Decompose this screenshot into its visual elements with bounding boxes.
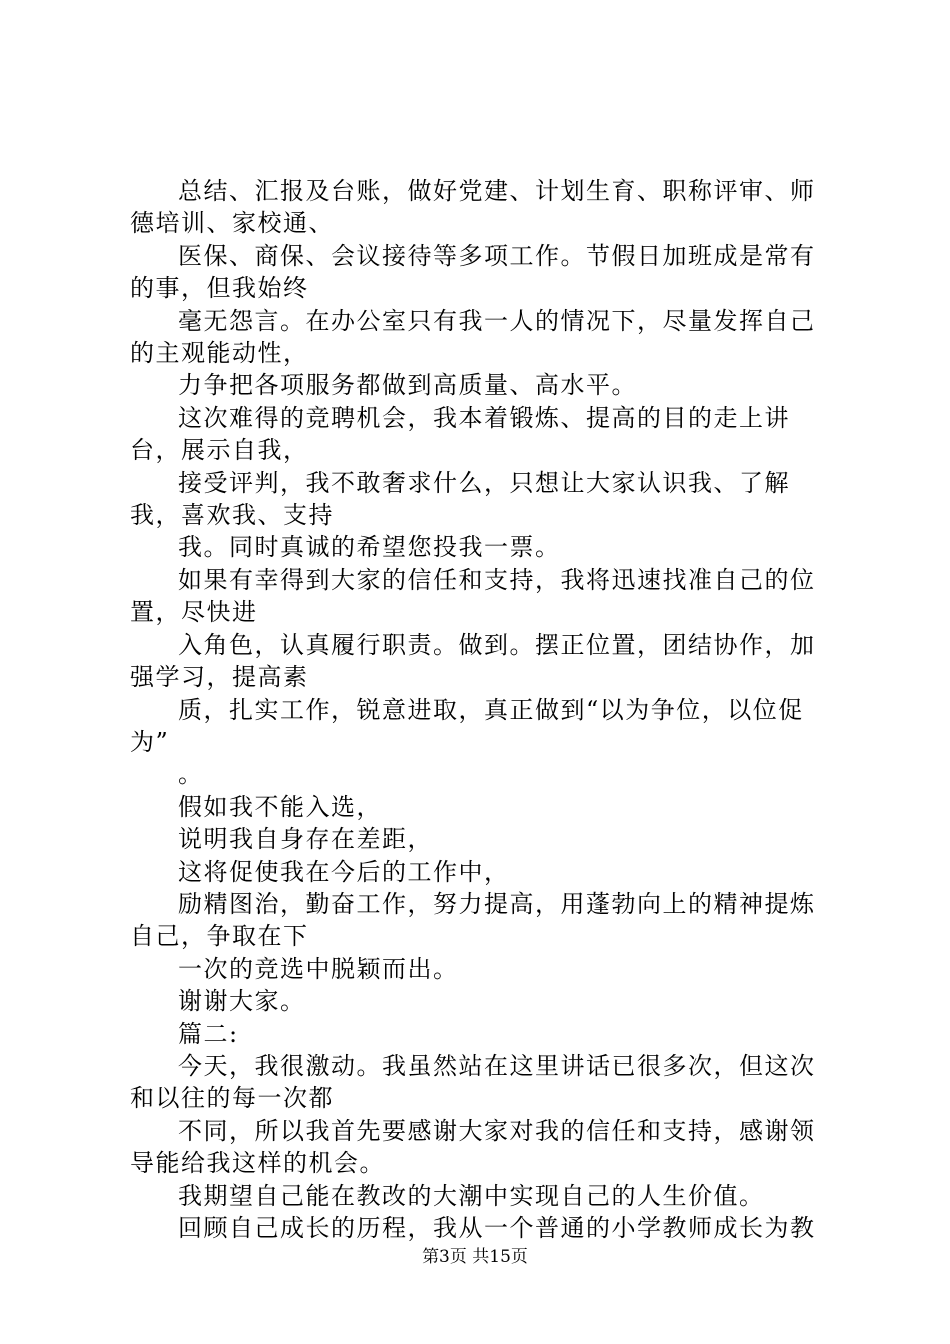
paragraph: 。 [178,760,204,789]
paragraph: 力争把各项服务都做到高质量、高水平。 [178,371,637,400]
paragraph: 质，扎实工作，锐意进取，真正做到“以为争位，以位促为” [130,695,804,756]
paragraph: 总结、汇报及台账，做好党建、计划生育、职称评审、师德培训、家校通、 [130,177,816,238]
paragraph: 说明我自身存在差距， [178,825,433,854]
page-number-label: 第3页 共15页 [422,1247,528,1267]
paragraph: 毫无怨言。在办公室只有我一人的情况下，尽量发挥自己的主观能动性， [130,306,816,368]
paragraph: 接受评判，我不敢奢求什么，只想让大家认识我、了解我，喜欢我、支持 [130,468,790,530]
paragraph: 谢谢大家。 [178,987,306,1016]
paragraph: 这将促使我在今后的工作中， [178,857,510,886]
paragraph: 今天，我很激动。我虽然站在这里讲话已很多次，但这次和以往的每一次都 [130,1051,816,1113]
paragraph: 入角色，认真履行职责。做到。摆正位置，团结协作，加强学习，提高素 [130,630,816,692]
document-body [130,175,840,1244]
page-footer [0,1242,950,1267]
paragraph: 不同，所以我首先要感谢大家对我的信任和支持，感谢领导能给我这样的机会。 [130,1116,816,1178]
section-heading: 篇二: [178,1019,239,1048]
paragraph: 假如我不能入选， [178,792,382,821]
paragraph: 如果有幸得到大家的信任和支持，我将迅速找准自己的位置，尽快进 [130,565,816,627]
paragraph: 我期望自己能在教改的大潮中实现自己的人生价值。 [178,1181,765,1210]
paragraph: 我。同时真诚的希望您投我一票。 [178,533,561,562]
paragraph: 这次难得的竞聘机会，我本着锻炼、提高的目的走上讲台，展示自我， [130,403,790,465]
paragraph: 回顾自己成长的历程，我从一个普通的小学教师成长为教 [178,1214,816,1242]
paragraph: 励精图治，勤奋工作，努力提高，用蓬勃向上的精神提炼自己，争取在下 [130,889,816,951]
paragraph: 一次的竞选中脱颖而出。 [178,954,459,983]
paragraph: 医保、商保、会议接待等多项工作。节假日加班成是常有的事，但我始终 [130,241,816,303]
